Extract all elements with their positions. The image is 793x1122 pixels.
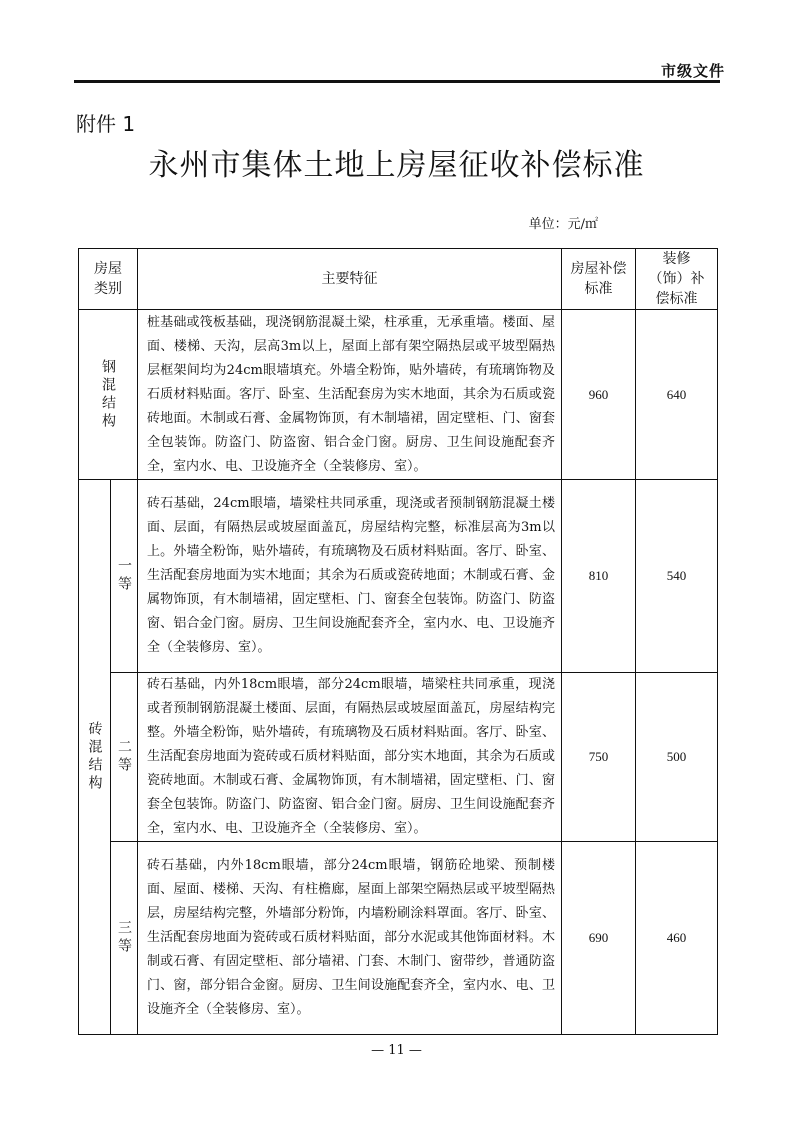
header-house-comp: 房屋补偿标准 [562, 249, 636, 310]
category-cell: 砖混结构 [86, 721, 103, 793]
table-header-row [79, 249, 718, 310]
category-cell: 钢混结构 [100, 358, 116, 431]
page-title: 永州市集体土地上房屋征收补偿标准 [148, 148, 645, 183]
deco-comp-cell: 500 [636, 673, 718, 842]
header-category: 房屋类别 [79, 249, 138, 310]
description-cell: 砖石基础，24cm眼墙，墙梁柱共同承重，现浇或者预制钢筋混凝土楼面、层面，有隔热层或坡屋面盖瓦，房屋结构完整，标准层高为3m以上。外墙全粉饰，贴外墙砖，有琉璃物及石质材料贴面。客厅、卧室、生活配套房地面为实木地面；其余为石质或瓷砖地面；木制或石膏、金属物饰顶，有木制墙裙，固定壁柜、门、窗套全包装饰。防盗门、防盗窗、铝合金门窗。厨房、卫生间设施配套齐全，室内水、电、卫设施齐全（全装修房、室）。 [138, 480, 562, 673]
deco-comp-cell: 640 [636, 310, 718, 480]
house-comp-cell: 810 [562, 480, 636, 673]
house-comp-cell: 960 [562, 310, 636, 480]
grade-cell: 一等 [116, 558, 132, 594]
table-row [79, 673, 718, 842]
description-cell: 砖石基础，内外18cm眼墙，部分24cm眼墙，钢筋砼地梁、预制楼面、屋面、楼梯、天沟、有柱檐廊，屋面上部架空隔热层或平坡型隔热层，房屋结构完整，外墙部分粉饰，内墙粉刷涂料罩面。客厅、卧室、生活配套房地面为瓷砖或石质材料贴面，部分水泥或其他饰面材料。木制或石膏、有固定壁柜、部分墙裙、门套、木制门、窗带纱，普通防盗门、窗，部分铝合金窗。厨房、卫生间设施配套齐全，室内水、电、卫设施齐全（全装修房、室）。 [138, 842, 562, 1035]
table-row [79, 842, 718, 1035]
house-comp-cell: 690 [562, 842, 636, 1035]
grade-cell: 二等 [116, 739, 132, 775]
house-comp-cell: 750 [562, 673, 636, 842]
unit-label: 单位：元/㎡ [528, 217, 598, 232]
description-cell: 桩基础或筏板基础，现浇钢筋混凝土梁，柱承重，无承重墙。楼面、屋面、楼梯、天沟，层高3m以上，屋面上部有架空隔热层或平坡型隔热层框架间均为24cm眼墙填充。外墙全粉饰，贴外墙砖，有琉璃饰物及石质材料贴面。客厅、卧室、生活配套房为实木地面，其余为石质或瓷砖地面。木制或石膏、金属物饰顶，有木制墙裙，固定壁柜、门、窗套全包装饰。防盗门、防盗窗、铝合金门窗。厨房、卫生间设施配套齐全，室内水、电、卫设施齐全（全装修房、室）。 [138, 310, 562, 480]
attachment-label: 附件 1 [76, 112, 136, 136]
document-class-label: 市级文件 [660, 62, 725, 80]
grade-cell: 三等 [116, 920, 132, 956]
header-deco-comp: 装修（饰）补偿标准 [636, 249, 718, 310]
description-cell: 砖石基础，内外18cm眼墙，部分24cm眼墙，墙梁柱共同承重，现浇或者预制钢筋混凝土楼面、层面，有隔热层或坡屋面盖瓦，房屋结构完整。外墙全粉饰，贴外墙砖，有琉璃物及石质材料贴面。客厅、卧室、生活配套房地面为瓷砖或石质材料贴面，部分实木地面，其余为石质或瓷砖地面。木制或石膏、金属物饰顶，有木制墙裙，固定壁柜、门、窗套全包装饰。防盗门、防盗窗、铝合金门窗。厨房、卫生间设施配套齐全，室内水、电、卫设施齐全（全装修房、室）。 [138, 673, 562, 842]
header-rule [74, 80, 720, 83]
header-features: 主要特征 [138, 249, 562, 310]
table-row [79, 480, 718, 673]
table-row [79, 310, 718, 480]
deco-comp-cell: 540 [636, 480, 718, 673]
compensation-table [78, 248, 718, 1035]
deco-comp-cell: 460 [636, 842, 718, 1035]
page-number: — 11 — [371, 1043, 422, 1058]
